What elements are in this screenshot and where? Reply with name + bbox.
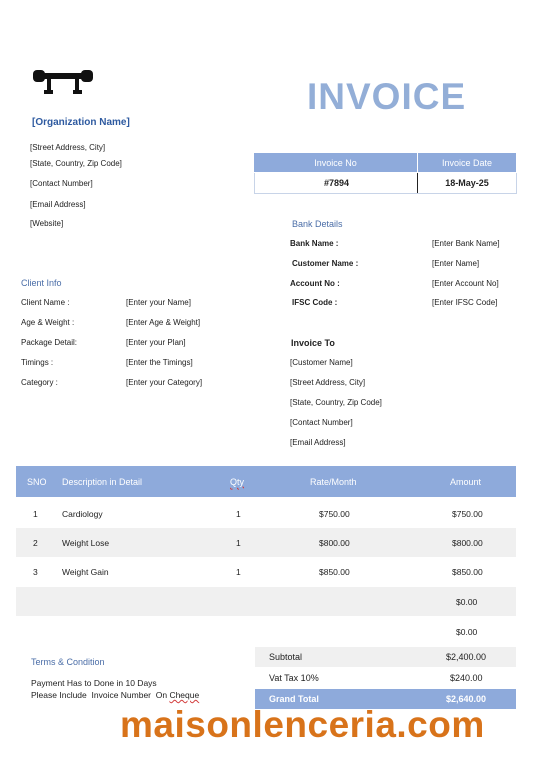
cell-rate: $800.00	[319, 537, 350, 548]
timings-label: Timings :	[21, 358, 54, 367]
header-qty: Qty	[230, 476, 245, 487]
table-row	[16, 499, 516, 528]
customer-email: [Email Address]	[290, 438, 346, 447]
organization-name: [Organization Name]	[32, 117, 130, 128]
invoice-no-value: #7894	[254, 173, 418, 194]
cell-rate: $750.00	[319, 508, 350, 519]
header-description: Description in Detail	[62, 476, 143, 487]
account-no-label: Account No :	[290, 279, 340, 288]
terms-line-word: Cheque	[169, 690, 200, 700]
terms-line	[31, 690, 199, 700]
cell-qty: 1	[236, 566, 241, 577]
customer-name-line: [Customer Name]	[290, 358, 353, 367]
terms-line: Payment Has to Done in 10 Days	[31, 678, 157, 688]
table-row	[16, 557, 516, 586]
tax-label: Vat Tax 10%	[269, 673, 319, 683]
watermark-text: maisonlenceria.com	[120, 704, 485, 745]
ifsc-code-value: [Enter IFSC Code]	[432, 298, 498, 307]
table-row	[16, 587, 516, 616]
table-row	[16, 528, 516, 557]
tax-row	[255, 668, 516, 688]
cell-description: Weight Gain	[62, 566, 109, 577]
bank-name-value: [Enter Bank Name]	[432, 239, 500, 248]
cell-qty: 1	[236, 508, 241, 519]
cell-amount: $0.00	[456, 596, 478, 607]
customer-name-label: Customer Name :	[292, 259, 359, 268]
cell-amount: $750.00	[452, 508, 483, 519]
table-row	[16, 617, 516, 646]
timings-value: [Enter the Timings]	[126, 358, 193, 367]
header-sno: SNO	[27, 476, 47, 487]
cell-amount: $0.00	[456, 626, 478, 637]
terms-line-text: Please Include Invoice Number On	[31, 690, 170, 700]
customer-name-value: [Enter Name]	[432, 259, 480, 268]
header-amount: Amount	[450, 476, 482, 487]
cell-description: Weight Lose	[62, 537, 110, 548]
cell-amount: $850.00	[452, 566, 483, 577]
category-label: Category :	[21, 378, 58, 387]
cell-amount: $800.00	[452, 537, 483, 548]
ifsc-code-label: IFSC Code :	[292, 298, 338, 307]
invoice-no-header: Invoice No	[254, 153, 417, 172]
bank-name-label: Bank Name :	[290, 239, 339, 248]
org-email: [Email Address]	[30, 200, 86, 209]
cell-sno: 2	[33, 537, 38, 548]
header-rate: Rate/Month	[310, 476, 357, 487]
account-no-value: [Enter Account No]	[432, 279, 499, 288]
org-address-line: [State, Country, Zip Code]	[30, 159, 122, 168]
age-weight-label: Age & Weight :	[21, 318, 75, 327]
subtotal-value: $2,400.00	[446, 652, 487, 662]
terms-title: Terms & Condition	[31, 657, 105, 667]
package-detail-label: Package Detail:	[21, 338, 78, 347]
client-name-value: [Enter your Name]	[126, 298, 191, 307]
dumbbell-icon	[30, 62, 96, 96]
grand-total-label: Grand Total	[269, 694, 319, 704]
tax-value: $240.00	[450, 673, 483, 683]
package-detail-value: [Enter your Plan]	[126, 338, 186, 347]
customer-address-line: [Street Address, City]	[290, 378, 366, 387]
cell-sno: 1	[33, 508, 38, 519]
subtotal-row	[255, 647, 516, 667]
items-table-header	[16, 466, 516, 497]
invoice-to-title: Invoice To	[291, 338, 335, 348]
client-name-label: Client Name :	[21, 298, 70, 307]
category-value: [Enter your Category]	[126, 378, 203, 387]
bank-details-title: Bank Details	[292, 219, 343, 229]
invoice-title: INVOICE	[307, 76, 467, 117]
cell-rate: $850.00	[319, 566, 350, 577]
cell-description: Cardiology	[62, 508, 103, 519]
cell-sno: 3	[33, 566, 38, 577]
customer-contact-number: [Contact Number]	[290, 418, 353, 427]
age-weight-value: [Enter Age & Weight]	[126, 318, 201, 327]
client-info-title: Client Info	[21, 278, 62, 288]
org-address-line: [Street Address, City]	[30, 143, 106, 152]
org-website: [Website]	[30, 219, 64, 228]
invoice-date-value: 18-May-25	[418, 173, 517, 194]
subtotal-label: Subtotal	[269, 652, 303, 662]
cell-qty: 1	[236, 537, 241, 548]
customer-address-line: [State, Country, Zip Code]	[290, 398, 382, 407]
invoice-date-header: Invoice Date	[418, 153, 516, 172]
grand-total-value: $2,640.00	[446, 694, 487, 704]
org-contact-number: [Contact Number]	[30, 179, 93, 188]
